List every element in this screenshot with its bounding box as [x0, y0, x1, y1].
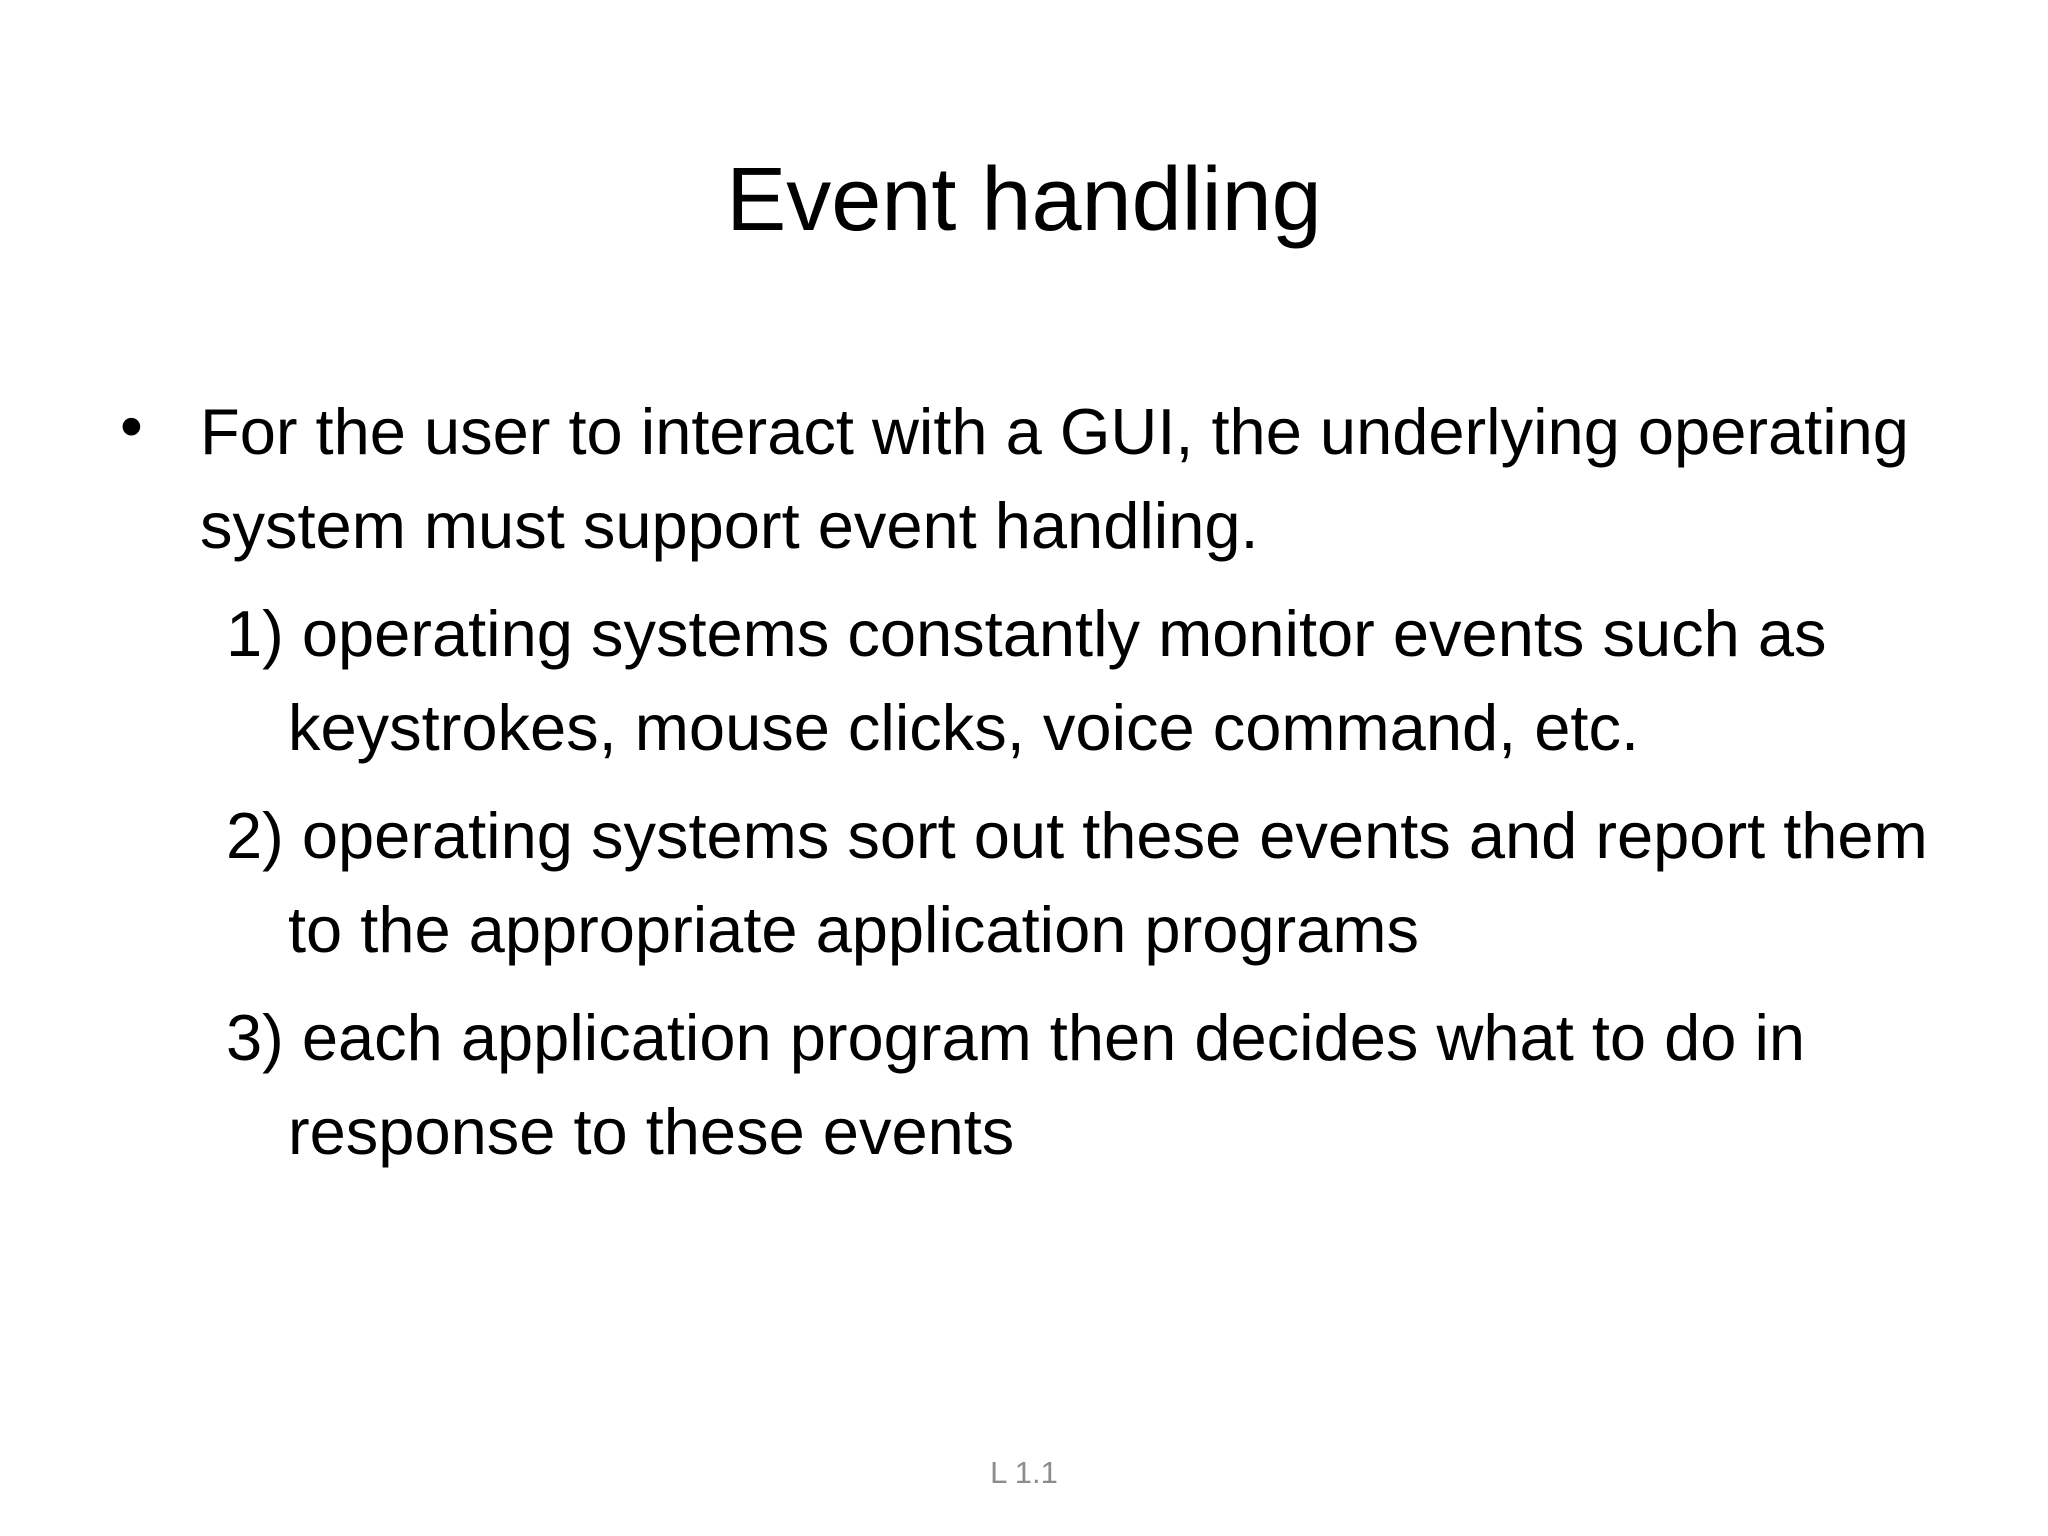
- numbered-list: [120, 587, 1980, 1179]
- bullet-item: [120, 385, 1980, 573]
- slide-title: Event handling: [726, 150, 1322, 250]
- numbered-item-3: 3) each application program then decides what to do in response to these events: [226, 1001, 1806, 1168]
- bullet-text: For the user to interact with a GUI, the underlying operating system must support event handling.: [200, 395, 1909, 562]
- slide-footer: L 1.1: [990, 1455, 1058, 1490]
- bullet-icon: •: [120, 389, 143, 462]
- numbered-item-2: 2) operating systems sort out these events and report them to the appropriate application programs: [226, 799, 1928, 966]
- slide-content: [120, 385, 1980, 1193]
- numbered-item-1: 1) operating systems constantly monitor events such as keystrokes, mouse clicks, voice command, etc.: [226, 597, 1827, 764]
